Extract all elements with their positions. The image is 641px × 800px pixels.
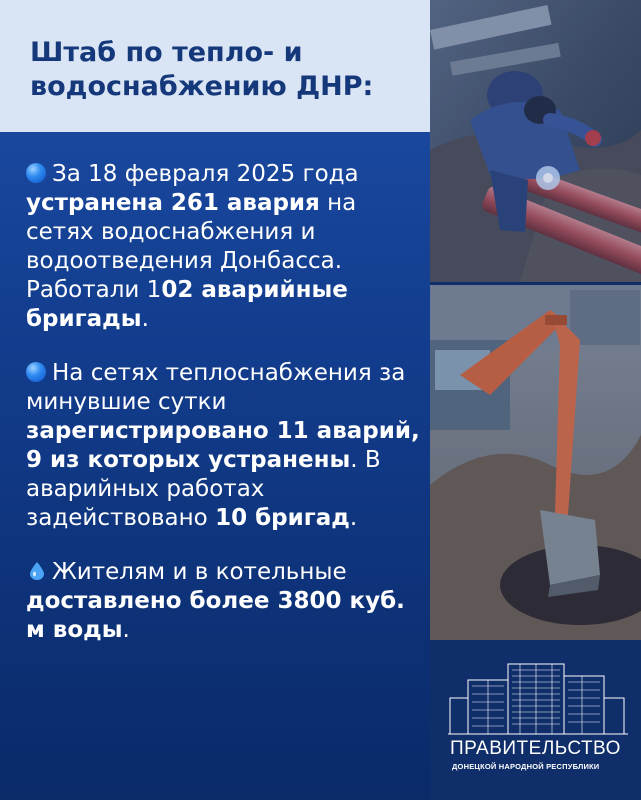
bold-text: 10 бригад (215, 505, 350, 531)
body-text: На сетях теплоснабжения за минувшие сутки (26, 360, 406, 415)
body-text: . В аварийных работах задействовано (26, 447, 381, 531)
logo-area (430, 640, 641, 800)
header-band (0, 0, 430, 132)
water-drop-icon (30, 562, 44, 580)
bold-text: 02 аварийные бригады (26, 277, 348, 332)
government-building-icon (448, 658, 628, 738)
body-text: . (122, 617, 130, 643)
body-text: За 18 февраля 2025 года (52, 161, 359, 187)
welder-photo (430, 0, 641, 282)
blue-circle-icon (26, 362, 46, 382)
excavator-photo (430, 285, 641, 640)
bullet-list (26, 160, 421, 670)
bullet-paragraph (26, 160, 421, 334)
bullet-paragraph (26, 558, 421, 645)
body-text: . (349, 505, 358, 531)
body-text: Жителям и в котельные (52, 559, 347, 585)
body-text: на сетях водоснабжения и водоотведения Донбасса. Работали 1 (26, 190, 357, 303)
blue-circle-icon (26, 163, 46, 183)
logo-title: ПРАВИТЕЛЬСТВО (450, 738, 621, 759)
bold-text: доставлено более 3800 куб. м воды (26, 588, 405, 643)
page-title: Штаб по тепло- и водоснабжению ДНР: (30, 37, 374, 102)
photo-column (430, 0, 641, 800)
body-text: . (141, 306, 149, 332)
bold-text: устранена 261 авария (26, 190, 320, 216)
bullet-paragraph (26, 359, 421, 533)
bold-text: зарегистрировано 11 аварий, 9 из которых устранены (26, 418, 420, 473)
logo-subtitle: ДОНЕЦКОЙ НАРОДНОЙ РЕСПУБЛИКИ (452, 762, 600, 771)
